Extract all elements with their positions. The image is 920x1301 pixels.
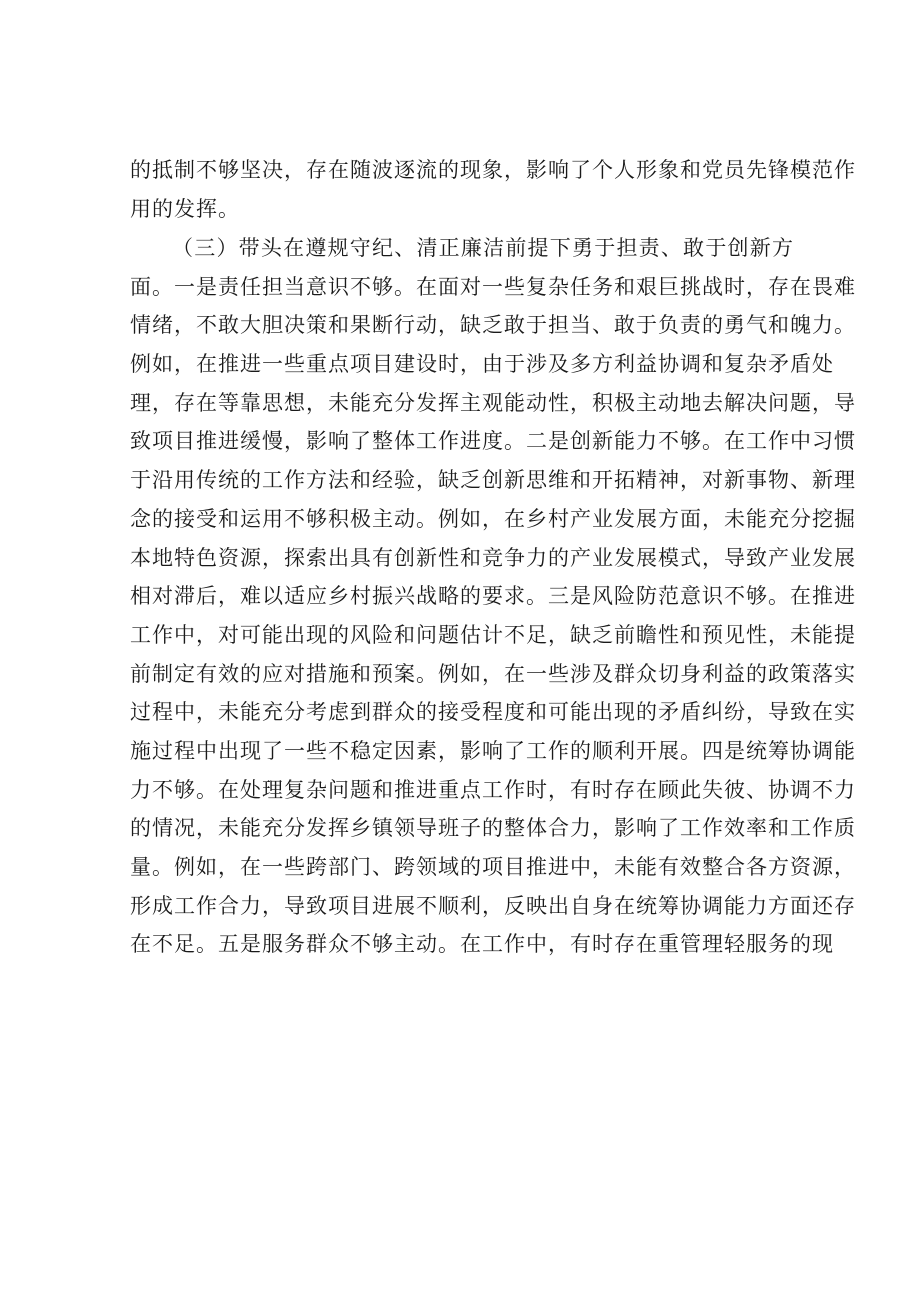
paragraph-continuation xyxy=(130,151,856,228)
text-line: 相对滞后，难以适应乡村振兴战略的要求。三是风险防范意识不够。在推进 xyxy=(130,584,856,609)
text-line: 用的发挥。 xyxy=(130,196,240,221)
text-line: 在不足。五是服务群众不够主动。在工作中，有时存在重管理轻服务的现 xyxy=(130,932,834,957)
text-line: 面。一是责任担当意识不够。在面对一些复杂任务和艰巨挑战时，存在畏难 xyxy=(130,274,856,299)
text-line xyxy=(130,1003,794,1042)
text-line: 的抵制不够坚决，存在随波逐流的现象，影响了个人形象和党员先锋模范作 xyxy=(130,158,856,182)
text-line: 工作中，对可能出现的风险和问题估计不足，缺乏前瞻性和预见性，未能提 xyxy=(130,622,856,647)
text-line: 于沿用传统的工作方法和经验，缺乏创新思维和开拓精神，对新事物、新理 xyxy=(130,468,856,493)
text-line: 前制定有效的应对措施和预案。例如，在一些涉及群众切身利益的政策落实 xyxy=(130,661,856,686)
paragraph-section-three xyxy=(130,229,856,1041)
text-line: 力不够。在处理复杂问题和推进重点工作时，有时存在顾此失彼、协调不力 xyxy=(130,777,856,802)
text-line: 的情况，未能充分发挥乡镇领导班子的整体合力，影响了工作效率和工作质 xyxy=(130,816,856,841)
text-line: 例如，在推进一些重点项目建设时，由于涉及多方利益协调和复杂矛盾处 xyxy=(130,352,834,377)
text-line: 形成工作合力，导致项目进展不顺利，反映出自身在统筹协调能力方面还存 xyxy=(130,893,856,918)
text-line: 施过程中出现了一些不稳定因素，影响了工作的顺利开展。四是统筹协调能 xyxy=(130,738,856,763)
text-line: 本地特色资源，探索出具有创新性和竞争力的产业发展模式，导致产业发展 xyxy=(130,545,856,570)
text-line: 念的接受和运用不够积极主动。例如，在乡村产业发展方面，未能充分挖掘 xyxy=(130,506,856,531)
text-line: 情绪，不敢大胆决策和果断行动，缺乏敢于担当、敢于负责的勇气和魄力。 xyxy=(130,313,856,338)
text-line: 理，存在等靠思想，未能充分发挥主观能动性，积极主动地去解决问题，导 xyxy=(130,390,856,415)
text-line: 量。例如，在一些跨部门、跨领域的项目推进中，未能有效整合各方资源， xyxy=(130,855,856,879)
text-line xyxy=(130,964,794,1003)
text-line: 过程中，未能充分考虑到群众的接受程度和可能出现的矛盾纠纷，导致在实 xyxy=(130,700,856,725)
section-heading-line: （三）带头在遵规守纪、清正廉洁前提下勇于担责、敢于创新方 xyxy=(172,236,794,260)
text-line: 致项目推进缓慢，影响了整体工作进度。二是创新能力不够。在工作中习惯 xyxy=(130,429,856,454)
